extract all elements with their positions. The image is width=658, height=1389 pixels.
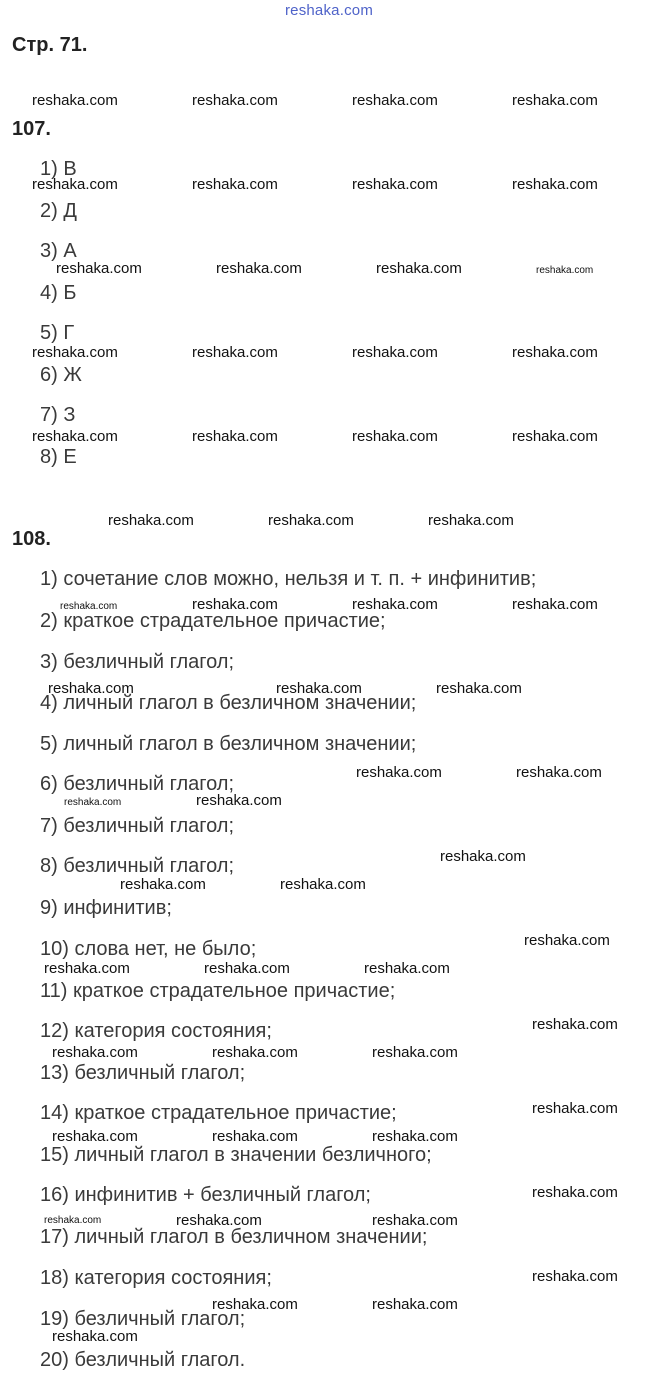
watermark: reshaka.com [536, 265, 594, 276]
answer-108-14: 14) краткое страдательное причастие; [40, 1102, 397, 1124]
answer-108-18: 18) категория состояния; [40, 1267, 272, 1289]
watermark: reshaka.com [216, 260, 302, 277]
watermark: reshaka.com [52, 1044, 138, 1061]
answer-107-2: 2) Д [40, 200, 77, 222]
watermark: reshaka.com [196, 792, 282, 809]
watermark: reshaka.com [352, 428, 438, 445]
watermark: reshaka.com [524, 932, 610, 949]
watermark: reshaka.com [192, 92, 278, 109]
answer-108-7: 7) безличный глагол; [40, 815, 235, 837]
watermark: reshaka.com [512, 428, 598, 445]
watermark: reshaka.com [352, 344, 438, 361]
site-header[interactable]: reshaka.com [284, 2, 374, 19]
watermark: reshaka.com [352, 176, 438, 193]
watermark: reshaka.com [280, 876, 366, 893]
watermark: reshaka.com [192, 428, 278, 445]
watermark: reshaka.com [532, 1016, 618, 1033]
answer-107-6: 6) Ж [40, 364, 82, 386]
watermark: reshaka.com [512, 176, 598, 193]
watermark: reshaka.com [192, 596, 278, 613]
watermark: reshaka.com [64, 797, 122, 808]
watermark: reshaka.com [48, 680, 134, 697]
answer-108-9: 9) инфинитив; [40, 897, 172, 919]
watermark: reshaka.com [60, 601, 118, 612]
answer-108-6: 6) безличный глагол; [40, 773, 235, 795]
watermark: reshaka.com [372, 1296, 458, 1313]
answer-108-8: 8) безличный глагол; [40, 855, 235, 877]
watermark: reshaka.com [436, 680, 522, 697]
watermark: reshaka.com [372, 1212, 458, 1229]
watermark: reshaka.com [192, 344, 278, 361]
answer-107-4: 4) Б [40, 282, 77, 304]
answer-108-12: 12) категория состояния; [40, 1020, 272, 1042]
watermark: reshaka.com [352, 92, 438, 109]
answer-107-8: 8) Е [40, 446, 77, 468]
answer-108-13: 13) безличный глагол; [40, 1062, 246, 1084]
answer-108-20: 20) безличный глагол. [40, 1349, 246, 1371]
watermark: reshaka.com [212, 1044, 298, 1061]
watermark: reshaka.com [532, 1268, 618, 1285]
answer-107-7: 7) З [40, 404, 76, 426]
answer-108-4: 4) личный глагол в безличном значении; [40, 692, 417, 714]
watermark: reshaka.com [516, 764, 602, 781]
watermark: reshaka.com [120, 876, 206, 893]
watermark: reshaka.com [204, 960, 290, 977]
exercise-107-heading: 107. [12, 118, 51, 140]
watermark: reshaka.com [372, 1128, 458, 1145]
answer-108-19: 19) безличный глагол; [40, 1308, 246, 1330]
answer-108-2: 2) краткое страдательное причастие; [40, 610, 386, 632]
watermark: reshaka.com [364, 960, 450, 977]
watermark: reshaka.com [376, 260, 462, 277]
answer-107-3: 3) А [40, 240, 77, 262]
answer-108-11: 11) краткое страдательное причастие; [40, 980, 396, 1002]
exercise-108-heading: 108. [12, 528, 51, 550]
watermark: reshaka.com [512, 92, 598, 109]
watermark: reshaka.com [268, 512, 354, 529]
watermark: reshaka.com [32, 176, 118, 193]
watermark: reshaka.com [32, 428, 118, 445]
watermark: reshaka.com [52, 1328, 138, 1345]
watermark: reshaka.com [428, 512, 514, 529]
watermark: reshaka.com [32, 344, 118, 361]
answer-108-1: 1) сочетание слов можно, нельзя и т. п. + инфинитив; [40, 568, 537, 590]
watermark: reshaka.com [512, 596, 598, 613]
watermark: reshaka.com [532, 1184, 618, 1201]
answer-107-1: 1) В [40, 158, 77, 180]
watermark: reshaka.com [52, 1128, 138, 1145]
watermark: reshaka.com [532, 1100, 618, 1117]
watermark: reshaka.com [56, 260, 142, 277]
answer-108-3: 3) безличный глагол; [40, 651, 235, 673]
watermark: reshaka.com [212, 1296, 298, 1313]
watermark: reshaka.com [44, 960, 130, 977]
watermark: reshaka.com [44, 1215, 102, 1226]
watermark: reshaka.com [512, 344, 598, 361]
answer-108-10: 10) слова нет, не было; [40, 938, 257, 960]
watermark: reshaka.com [192, 176, 278, 193]
watermark: reshaka.com [276, 680, 362, 697]
watermark: reshaka.com [356, 764, 442, 781]
answer-108-15: 15) личный глагол в значении безличного; [40, 1144, 432, 1166]
watermark: reshaka.com [32, 92, 118, 109]
watermark: reshaka.com [440, 848, 526, 865]
answer-108-5: 5) личный глагол в безличном значении; [40, 733, 417, 755]
watermark: reshaka.com [352, 596, 438, 613]
watermark: reshaka.com [176, 1212, 262, 1229]
watermark: reshaka.com [372, 1044, 458, 1061]
page-title: Стр. 71. [12, 34, 88, 56]
answer-108-16: 16) инфинитив + безличный глагол; [40, 1184, 371, 1206]
watermark: reshaka.com [108, 512, 194, 529]
answer-108-17: 17) личный глагол в безличном значении; [40, 1226, 428, 1248]
watermark: reshaka.com [212, 1128, 298, 1145]
answer-107-5: 5) Г [40, 322, 75, 344]
